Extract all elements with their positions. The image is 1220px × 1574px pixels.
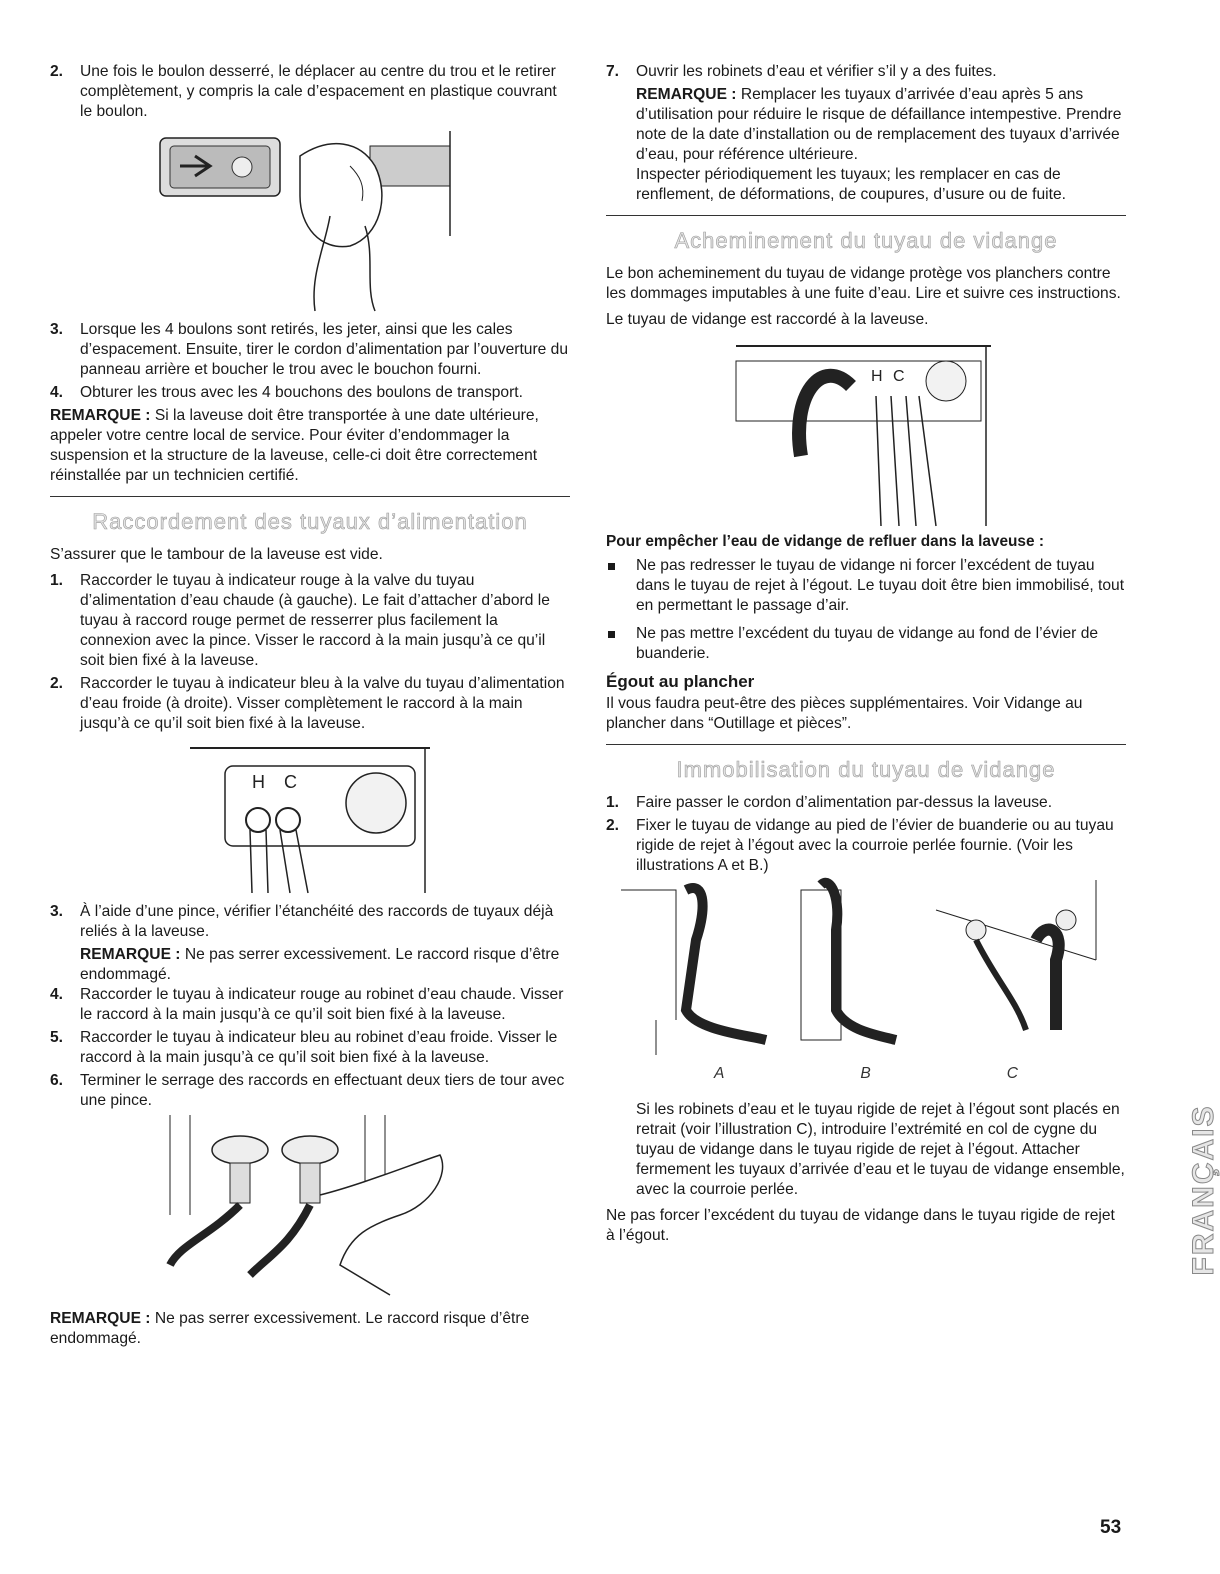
- step-number: 7.: [606, 63, 620, 80]
- section-divider: [50, 496, 570, 497]
- step-text: À l’aide d’une pince, vérifier l’étanchéité des raccords de tuyaux déjà reliés à la laveuse.: [80, 903, 554, 940]
- last-text: Ne pas forcer l’excédent du tuyau de vidange dans le tuyau rigide de rejet à l’égout.: [606, 1207, 1115, 1244]
- step-text: Une fois le boulon desserré, le déplacer au centre du trou et le retirer complètement, y compris la cale d’espacement en plastique couvrant le boulon.: [80, 63, 557, 120]
- step-text: Terminer le serrage des raccords en effectuant deux tiers de tour avec une pince.: [80, 1072, 565, 1109]
- left-column: [50, 62, 570, 1349]
- supply-step-3: [50, 902, 570, 942]
- note-label: REMARQUE :: [636, 86, 737, 103]
- bolt-removal-illustration: [150, 126, 470, 316]
- step-7: [606, 62, 1126, 82]
- supply-step-4: [50, 985, 570, 1025]
- note-replace-hoses: [636, 85, 1126, 165]
- step-number: 2.: [50, 675, 64, 692]
- label-a: A: [713, 1065, 725, 1082]
- pliers-tightening-illustration: [150, 1115, 470, 1305]
- section-divider: [606, 215, 1126, 216]
- page-number: 53: [1100, 1517, 1122, 1538]
- hose-connection-illustration: [180, 738, 440, 898]
- note-label: REMARQUE :: [50, 1310, 151, 1327]
- note-label: REMARQUE :: [80, 946, 181, 963]
- note-text: Si la laveuse doit être transportée à une date ultérieure, appeler votre centre local de service. Pour éviter d’endommager la suspension et la structure de la laveuse, celle-ci doit être correctement réinstallée par un technicien certifié.: [50, 407, 539, 484]
- section-title-drain-routing: Acheminement du tuyau de vidange: [674, 228, 1058, 253]
- backflow-heading: Pour empêcher l’eau de vidange de refluer dans la laveuse :: [606, 533, 1044, 550]
- supply-step-6: [50, 1071, 570, 1111]
- language-tab-label: FRANÇAIS: [1187, 1104, 1220, 1276]
- bullet-marker: [606, 556, 636, 616]
- step-number: 2.: [50, 63, 64, 80]
- language-side-tab: [1160, 1020, 1220, 1360]
- step-number: 2.: [606, 817, 620, 834]
- cold-label: C: [893, 368, 905, 385]
- step-text: Raccorder le tuyau à indicateur bleu au robinet d’eau froide. Visser le raccord à la main jusqu’à ce qu’il soit bien fixé à la laveuse.: [80, 1029, 558, 1066]
- bullet-marker: [606, 624, 636, 664]
- illustration-labels: [606, 1064, 1126, 1084]
- step-number: 4.: [50, 384, 64, 401]
- bullet-item: [606, 624, 1126, 664]
- drain-connected: Le tuyau de vidange est raccordé à la laveuse.: [606, 311, 929, 328]
- supply-step-2: [50, 674, 570, 734]
- step-number: 1.: [50, 572, 64, 589]
- step-text: Raccorder le tuyau à indicateur rouge au robinet d’eau chaude. Visser le raccord à la main jusqu’à ce qu’il soit bien fixé à la laveuse.: [80, 986, 564, 1023]
- drain-securing-illustrations: [616, 880, 1116, 1060]
- cold-label: C: [284, 772, 297, 792]
- floor-drain-text: Il vous faudra peut-être des pièces supplémentaires. Voir Vidange au plancher dans “Outillage et pièces”.: [606, 695, 1083, 732]
- step-number: 6.: [50, 1072, 64, 1089]
- note-label: REMARQUE :: [50, 407, 151, 424]
- label-b: B: [860, 1065, 871, 1082]
- section-divider: [606, 744, 1126, 745]
- inspect-text: Inspecter périodiquement les tuyaux; les remplacer en cas de renflement, de déformations, de coupures, d’usure ou de fuite.: [636, 166, 1066, 203]
- hot-label: H: [252, 772, 265, 792]
- bullet-text: Ne pas mettre l’excédent du tuyau de vidange au fond de l’évier de buanderie.: [636, 625, 1099, 662]
- step-number: 3.: [50, 321, 64, 338]
- bullet-text: Ne pas redresser le tuyau de vidange ni forcer l’excédent de tuyau dans le tuyau de rejet à l’égout. Le tuyau doit être bien immobilisé, tout en permettant le passage d’air.: [636, 557, 1125, 614]
- drain-hose-illustration: [731, 336, 1001, 526]
- intro-text: S’assurer que le tambour de la laveuse est vide.: [50, 546, 383, 563]
- step-text: Fixer le tuyau de vidange au pied de l’évier de buanderie ou au tuyau rigide de rejet à l’égout avec la courroie perlée fournie. (Voir les illustrations A et B.): [636, 817, 1114, 874]
- supply-step-1: [50, 571, 570, 671]
- step-number: 1.: [606, 794, 620, 811]
- supply-step-5: [50, 1028, 570, 1068]
- secure-step-1: [606, 793, 1126, 813]
- section-title-secure-drain: Immobilisation du tuyau de vidange: [676, 757, 1056, 782]
- step-3: [50, 320, 570, 380]
- secure-step-2: [606, 816, 1126, 876]
- step-text: Faire passer le cordon d’alimentation par-dessus la laveuse.: [636, 794, 1053, 811]
- note-overtighten: [80, 945, 570, 985]
- step-text: Obturer les trous avec les 4 bouchons des boulons de transport.: [80, 384, 523, 401]
- note-text: Remplacer les tuyaux d’arrivée d’eau après 5 ans d’utilisation pour réduire le risque de défaillance intempestive. Prendre note de la date d’installation ou de remplacement des tuyaux d’arrivée d’eau, pour référence ultérieure.: [636, 86, 1122, 163]
- note-text: Ne pas serrer excessivement. Le raccord risque d’être endommagé.: [80, 946, 560, 983]
- step-text: Lorsque les 4 boulons sont retirés, les jeter, ainsi que les cales d’espacement. Ensuite, tirer le cordon d’alimentation par l’ouverture du panneau arrière et boucher le trou avec le bouchon fourni.: [80, 321, 569, 378]
- drain-intro: Le bon acheminement du tuyau de vidange protège vos planchers contre les dommages imputables à une fuite d’eau. Lire et suivre ces instructions.: [606, 265, 1121, 302]
- step-number: 3.: [50, 903, 64, 920]
- floor-drain-heading: Égout au plancher: [606, 672, 755, 691]
- step-number: 4.: [50, 986, 64, 1003]
- bullet-item: [606, 556, 1126, 616]
- final-note: [50, 1309, 570, 1349]
- hot-label: H: [871, 368, 883, 385]
- note-transport: [50, 406, 570, 486]
- right-column: [606, 62, 1126, 1252]
- step-text: Raccorder le tuyau à indicateur bleu à la valve du tuyau d’alimentation d’eau froide (à droite). Visser complètement le raccord à la main jusqu’à ce qu’il soit bien fixé à la laveuse.: [80, 675, 565, 732]
- note-text: Ne pas serrer excessivement. Le raccord risque d’être endommagé.: [50, 1310, 530, 1347]
- label-c: C: [1006, 1065, 1018, 1082]
- step-text: Raccorder le tuyau à indicateur rouge à la valve du tuyau d’alimentation d’eau chaude (à gauche). Le fait d’attacher d’abord le tuyau à raccord rouge permet de resserrer plus facilement la connexion avec la pince. Visser le raccord à la main jusqu’à ce qu’il soit bien fixé à la laveuse.: [80, 572, 550, 669]
- step-text: Ouvrir les robinets d’eau et vérifier s’il y a des fuites.: [636, 63, 997, 80]
- step-4: [50, 383, 570, 403]
- recessed-text: Si les robinets d’eau et le tuyau rigide de rejet à l’égout sont placés en retrait (voir l’illustration C), introduire l’extrémité en col de cygne du tuyau de vidange dans le tuyau rigide de rejet à l’égout. Attacher fermement les tuyaux d’arrivée d’eau et le tuyau de vidange ensemble, avec la courroie perlée.: [636, 1101, 1125, 1198]
- step-number: 5.: [50, 1029, 64, 1046]
- step-2: [50, 62, 570, 122]
- section-title-supply-hoses: Raccordement des tuyaux d’alimentation: [92, 509, 528, 534]
